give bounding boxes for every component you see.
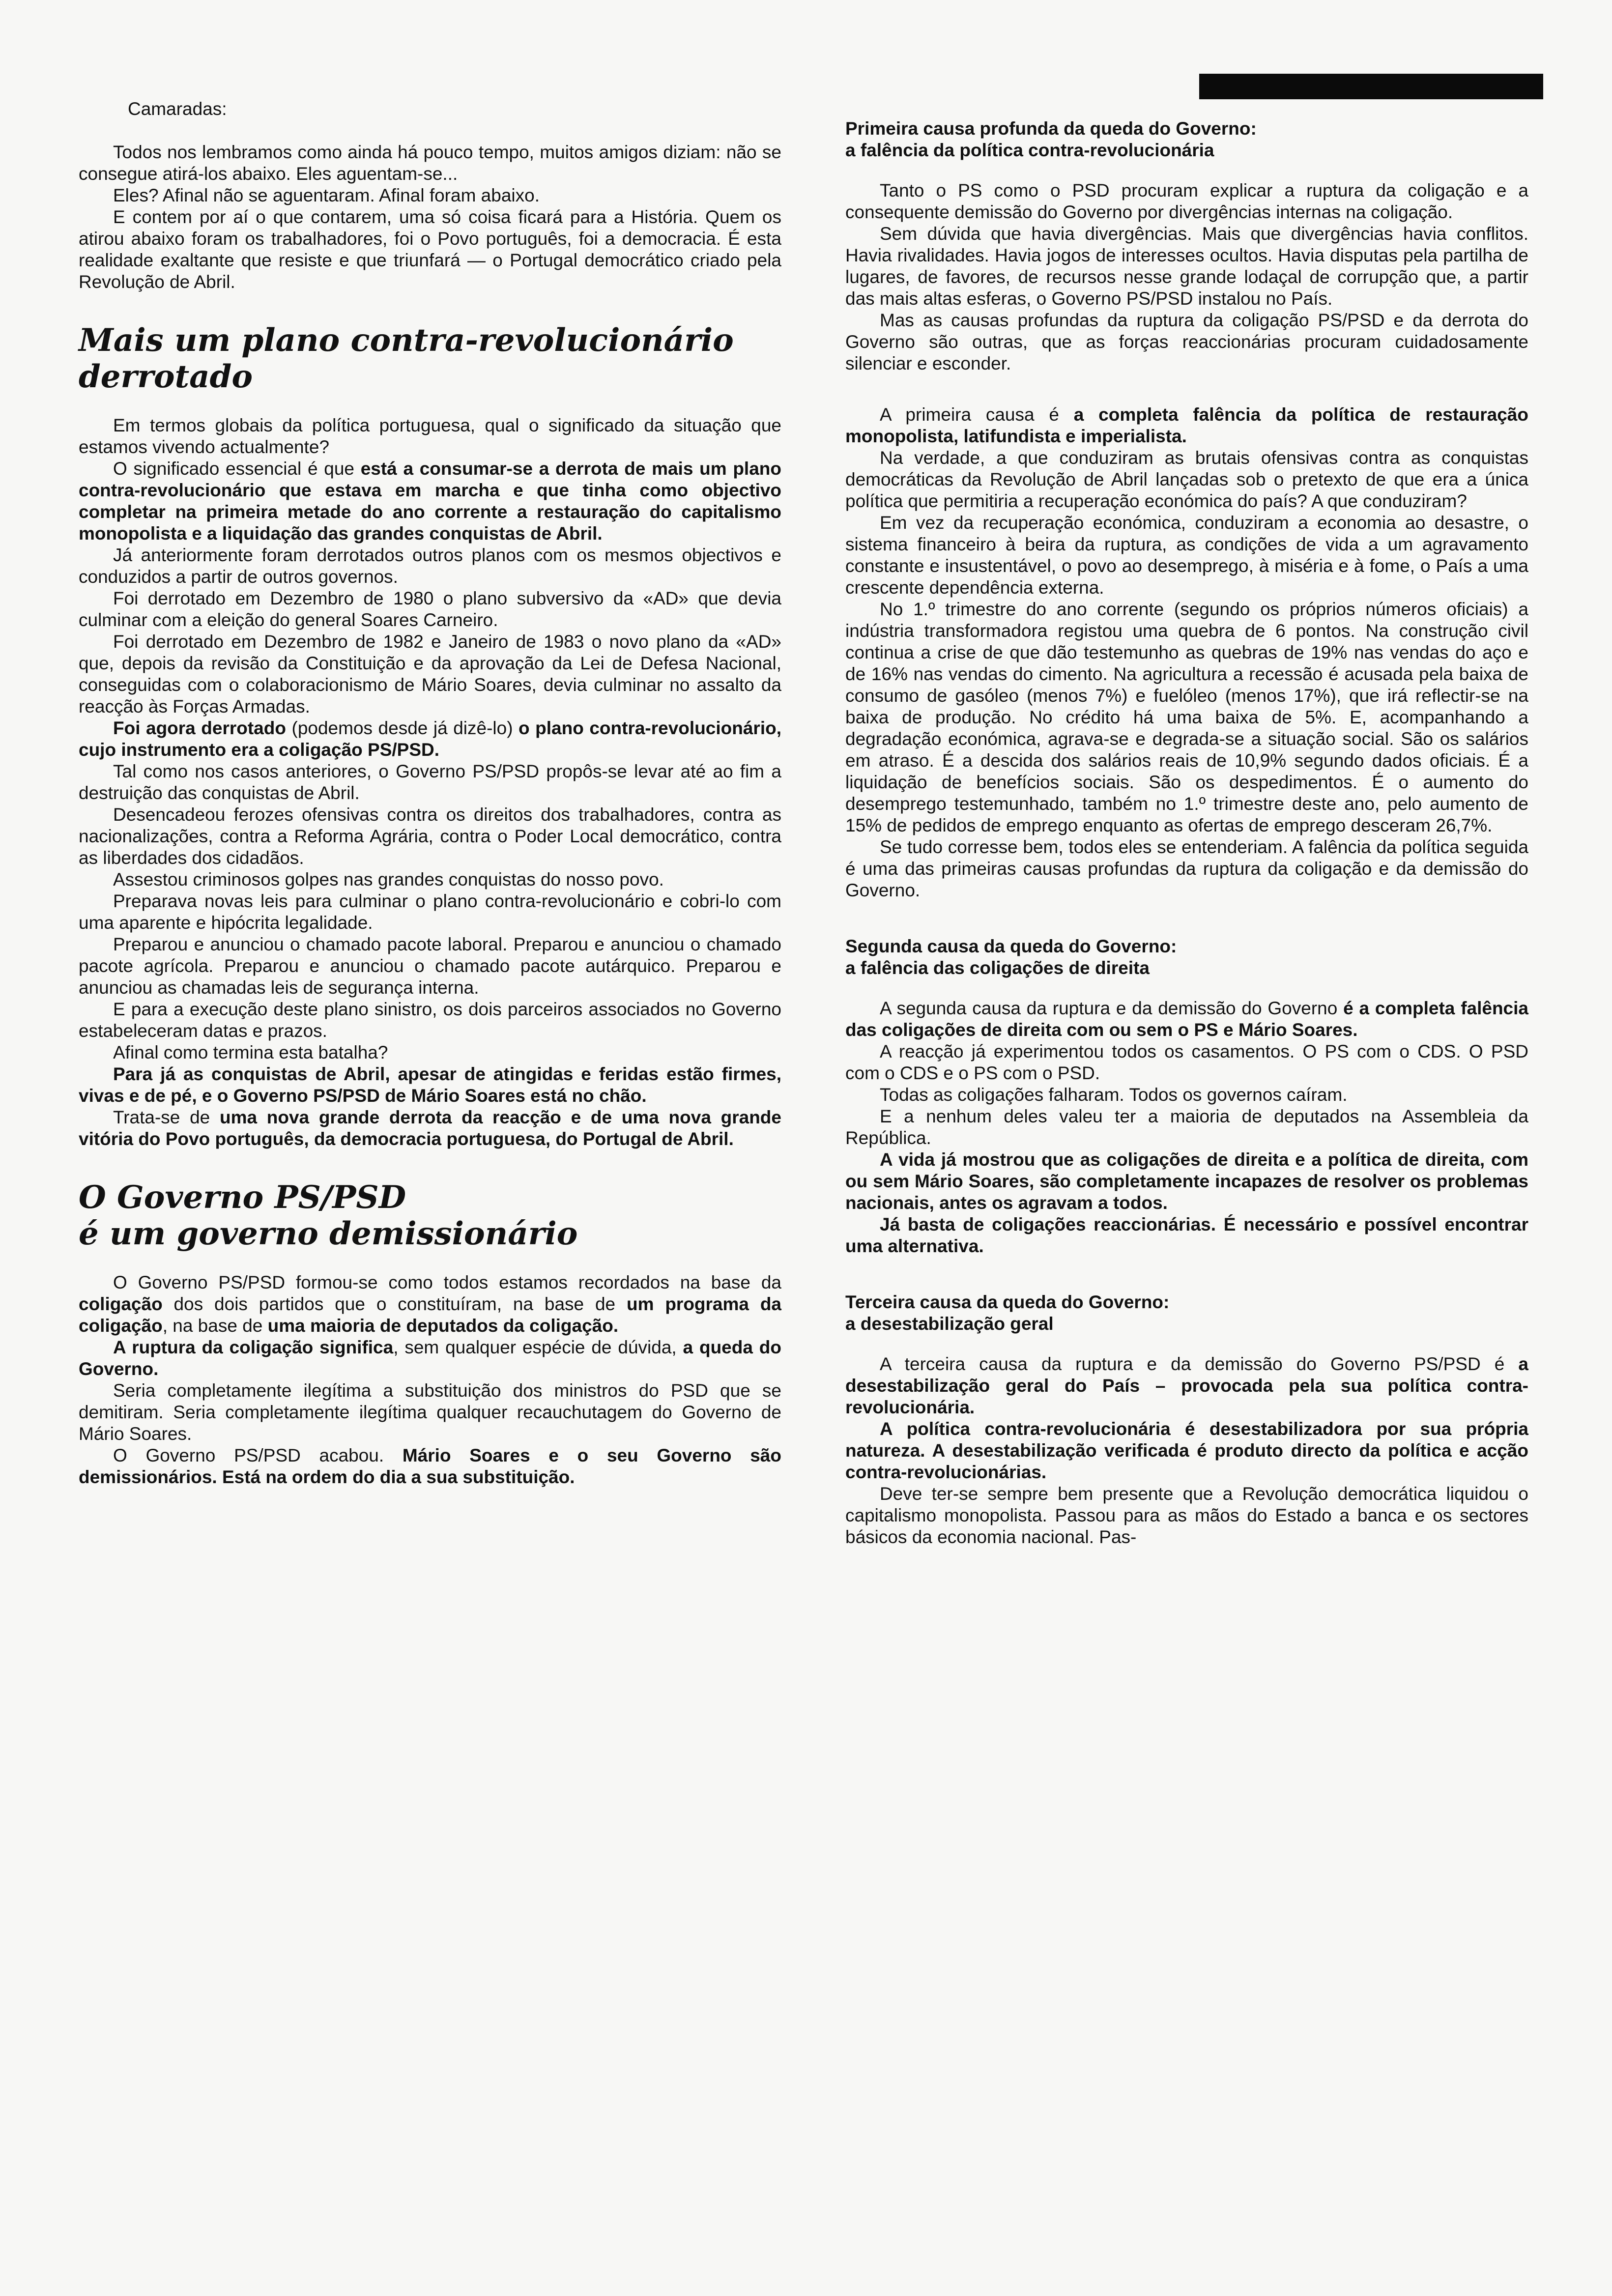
- c1-paragraph: Se tudo corresse bem, todos eles se entenderiam. A falência da política seguida é uma das primeiras causas profundas da ruptura da coligação e da demissão do Governo.: [845, 837, 1528, 900]
- heading-line: a falência das coligações de direita: [845, 958, 1150, 978]
- text-run: A terceira causa da ruptura e da demissão do Governo PS/PSD é: [880, 1354, 1519, 1374]
- s2-paragraph: [79, 1337, 781, 1380]
- heading-line: Segunda causa da queda do Governo:: [845, 936, 1177, 956]
- intro-paragraph-2: Eles? Afinal não se aguentaram. Afinal foram abaixo.: [113, 185, 540, 205]
- s1-paragraph: Em termos globais da política portuguesa, qual o significado da situação que estamos vivendo actualmente?: [79, 415, 781, 457]
- s1-paragraph: [79, 1107, 781, 1150]
- c1-paragraph: Mas as causas profundas da ruptura da coligação PS/PSD e da derrota do Governo são outras, que as forças reaccionárias procuram cuidadosamente silenciar e esconder.: [845, 310, 1528, 373]
- s1-paragraph: [79, 458, 781, 545]
- section-title-line: O Governo PS/PSD: [79, 1179, 406, 1216]
- bold-run: a completa falência da política de restauração monopolista, latifundista e imperialista.: [845, 404, 1528, 446]
- s2-paragraph: [79, 1445, 781, 1488]
- text-run: (podemos desde já dizê-lo): [286, 718, 519, 738]
- s1-paragraph: Tal como nos casos anteriores, o Governo PS/PSD propôs-se levar até ao fim a destruição das conquistas de Abril.: [79, 761, 781, 803]
- text-run: O Governo PS/PSD formou-se como todos estamos recordados na base da: [113, 1272, 781, 1292]
- c1-paragraph: Em vez da recuperação económica, conduziram a economia ao desastre, o sistema financeiro à beira da ruptura, as condições de vida a um agravamento constante e insustentável, o povo ao desemprego, à miséria e à fome, o País a uma crescente dependência externa.: [845, 513, 1528, 598]
- c3-paragraph: [845, 1353, 1528, 1418]
- s1-paragraph: Para já as conquistas de Abril, apesar de atingidas e feridas estão firmes, vivas e de pé, e o Governo PS/PSD de Mário Soares está no chão.: [79, 1064, 781, 1106]
- s2-paragraph: Seria completamente ilegítima a substituição dos ministros do PSD que se demitiram. Seria completamente ilegítima qualquer recauchutagem do Governo de Mário Soares.: [79, 1380, 781, 1444]
- bold-run: a desestabilização geral do País – provocada pela sua política contra-revolucionária.: [845, 1354, 1528, 1417]
- heading-line: Terceira causa da queda do Governo:: [845, 1292, 1170, 1312]
- c2-paragraph: [845, 998, 1528, 1041]
- cause-1-heading: [845, 118, 1528, 161]
- s1-paragraph: [79, 718, 781, 761]
- c2-paragraph: Já basta de coligações reaccionárias. É necessário e possível encontrar uma alternativa.: [845, 1214, 1528, 1256]
- top-black-bar: [1199, 74, 1543, 99]
- text-run: dos dois partidos que o constituíram, na base de: [162, 1294, 627, 1314]
- bold-run: A ruptura da coligação significa: [113, 1337, 394, 1357]
- c1-paragraph: Na verdade, a que conduziram as brutais ofensivas contra as conquistas democráticas da Revolução de Abril lançadas sob o pretexto de que era a única política que permitiria a recuperação económica do país? A que conduziram?: [845, 448, 1528, 511]
- s1-paragraph: Foi derrotado em Dezembro de 1980 o plano subversivo da «AD» que devia culminar com a eleição do general Soares Carneiro.: [79, 588, 781, 630]
- bold-run: Mário Soares e o seu Governo são demissionários. Está na ordem do dia a sua substituição.: [79, 1445, 781, 1487]
- bold-run: o plano contra-revolucionário, cujo instrumento era a coligação PS/PSD.: [79, 718, 781, 760]
- c1-paragraph: Sem dúvida que havia divergências. Mais que divergências havia conflitos. Havia rivalidades. Havia jogos de interesses ocultos. Havia disputas pela partilha de lugares, de favores, de recursos nesse grande lodaçal de corrupção que, a partir das mais altas esferas, o Governo PS/PSD instalou no País.: [845, 224, 1528, 309]
- bold-run: está a consumar-se a derrota de mais um plano contra-revolucionário que estava em marcha e que tinha como objectivo completar na primeira metade do ano corrente a restauração do capitalismo monopolista e a liquidação das grandes conquistas de Abril.: [79, 459, 781, 544]
- heading-line: a desestabilização geral: [845, 1314, 1054, 1334]
- c2-paragraph: Todas as coligações falharam. Todos os governos caíram.: [880, 1085, 1348, 1105]
- c2-paragraph: A reacção já experimentou todos os casamentos. O PS com o CDS. O PSD com o CDS e o PS com o PSD.: [845, 1041, 1528, 1083]
- text-run: , sem qualquer espécie de dúvida,: [393, 1337, 683, 1357]
- s1-paragraph: E para a execução deste plano sinistro, os dois parceiros associados no Governo estabeleceram datas e prazos.: [79, 999, 781, 1041]
- c3-paragraph: Deve ter-se sempre bem presente que a Revolução democrática liquidou o capitalismo monopolista. Passou para as mãos do Estado a banca e os sectores básicos da economia nacional. Pas-: [845, 1484, 1528, 1547]
- right-column: [845, 118, 1528, 1548]
- cause-3-heading: [845, 1292, 1528, 1335]
- section-title-governo: [79, 1179, 781, 1252]
- intro-paragraph-3: E contem por aí o que contarem, uma só coisa ficará para a História. Quem os atirou abaixo foram os trabalhadores, foi o Povo português, foi a democracia. É esta realidade exaltante que resiste e que triunfará — o Portugal democrático criado pela Revolução de Abril.: [79, 207, 781, 292]
- heading-line: a falência da política contra-revolucionária: [845, 140, 1214, 160]
- s1-paragraph: Desencadeou ferozes ofensivas contra os direitos dos trabalhadores, contra as nacionalizações, contra a Reforma Agrária, contra o Poder Local democrático, contra as liberdades dos cidadãos.: [79, 804, 781, 868]
- section-title-line: é um governo demissionário: [79, 1215, 578, 1252]
- s1-paragraph: Já anteriormente foram derrotados outros planos com os mesmos objectivos e conduzidos a partir de outros governos.: [79, 545, 781, 587]
- bold-run: uma maioria de deputados da coligação.: [267, 1316, 619, 1336]
- c2-paragraph: E a nenhum deles valeu ter a maioria de deputados na Assembleia da República.: [845, 1106, 1528, 1148]
- c1-paragraph: No 1.º trimestre do ano corrente (segundo os próprios números oficiais) a indústria transformadora registou uma quebra de 6 pontos. Na construção civil continua a crise de que dão testemunho as quebras de 19% nas vendas do aço e de 16% nas vendas do cimento. Na agricultura a recessão é acusada pela baixa de consumo de gasóleo (menos 7%) e fuelóleo (menos 17%), que irá reflectir-se na baixa de produção. No crédito há uma baixa de 5%. E, acompanhando a degradação económica, agrava-se e degrada-se a situação social. São os salários em atraso. É a descida dos salários reais de 10,9% segundo dados oficiais. É a liquidação de benefícios sociais. São os despedimentos. É o aumento do desemprego testemunhado, também no 1.º trimestre deste ano, pelo aumento de 15% de pedidos de emprego enquanto as ofertas de emprego desceram 26,7%.: [845, 599, 1528, 835]
- heading-line: Primeira causa profunda da queda do Governo:: [845, 118, 1257, 139]
- s1-paragraph: Assestou criminosos golpes nas grandes conquistas do nosso povo.: [113, 869, 664, 890]
- s2-paragraph: [79, 1272, 781, 1337]
- text-run: A segunda causa da ruptura e da demissão do Governo: [880, 998, 1344, 1018]
- text-run: O Governo PS/PSD acabou.: [113, 1445, 403, 1465]
- left-column: [79, 98, 781, 1488]
- bold-run: Foi agora derrotado: [113, 718, 286, 738]
- text-run: Trata-se de: [113, 1107, 220, 1127]
- s1-paragraph: Preparava novas leis para culminar o plano contra-revolucionário e cobri-lo com uma aparente e hipócrita legalidade.: [79, 891, 781, 933]
- s1-paragraph: Preparou e anunciou o chamado pacote laboral. Preparou e anunciou o chamado pacote agrícola. Preparou e anunciou o chamado pacote autárquico. Preparou e anunciou as chamadas leis de segurança interna.: [79, 934, 781, 998]
- c2-paragraph: A vida já mostrou que as coligações de direita e a política de direita, com ou sem Mário Soares, são completamente incapazes de resolver os problemas nacionais, antes os agravam a todos.: [845, 1149, 1528, 1213]
- c1-paragraph: Tanto o PS como o PSD procuram explicar a ruptura da coligação e a consequente demissão do Governo por divergências internas na coligação.: [845, 180, 1528, 222]
- bold-run: um programa da coligação: [79, 1294, 781, 1336]
- s1-paragraph: Foi derrotado em Dezembro de 1982 e Janeiro de 1983 o novo plano da «AD» que, depois da revisão da Constituição e da aprovação da Lei de Defesa Nacional, conseguidas com o colaboracionismo de Mário Soares, devia culminar no assalto da reacção às Forças Armadas.: [79, 631, 781, 717]
- text-run: , na base de: [162, 1316, 268, 1336]
- c1-paragraph: [845, 404, 1528, 447]
- text-run: A primeira causa é: [880, 404, 1074, 425]
- s1-paragraph: Afinal como termina esta batalha?: [113, 1042, 388, 1062]
- section-title-plan-defeated: Mais um plano contra-revolucionário derrotado: [79, 322, 734, 395]
- bold-run: é a completa falência das coligações de direita com ou sem o PS e Mário Soares.: [845, 998, 1528, 1040]
- text-run: O significado essencial é que: [113, 459, 361, 479]
- bold-run: a queda do Governo.: [79, 1337, 781, 1379]
- intro-paragraph-1: Todos nos lembramos como ainda há pouco tempo, muitos amigos diziam: não se consegue atirá-los abaixo. Eles aguentam-se...: [79, 142, 781, 184]
- bold-run: uma nova grande derrota da reacção e de uma nova grande vitória do Povo português, da democracia portuguesa, do Portugal de Abril.: [79, 1107, 781, 1149]
- cause-2-heading: [845, 936, 1528, 979]
- bold-run: coligação: [79, 1294, 163, 1314]
- greeting: Camaradas:: [128, 99, 227, 119]
- c3-paragraph: A política contra-revolucionária é desestabilizadora por sua própria natureza. A desestabilização verificada é produto directo da política e acção contra-revolucionárias.: [845, 1419, 1528, 1482]
